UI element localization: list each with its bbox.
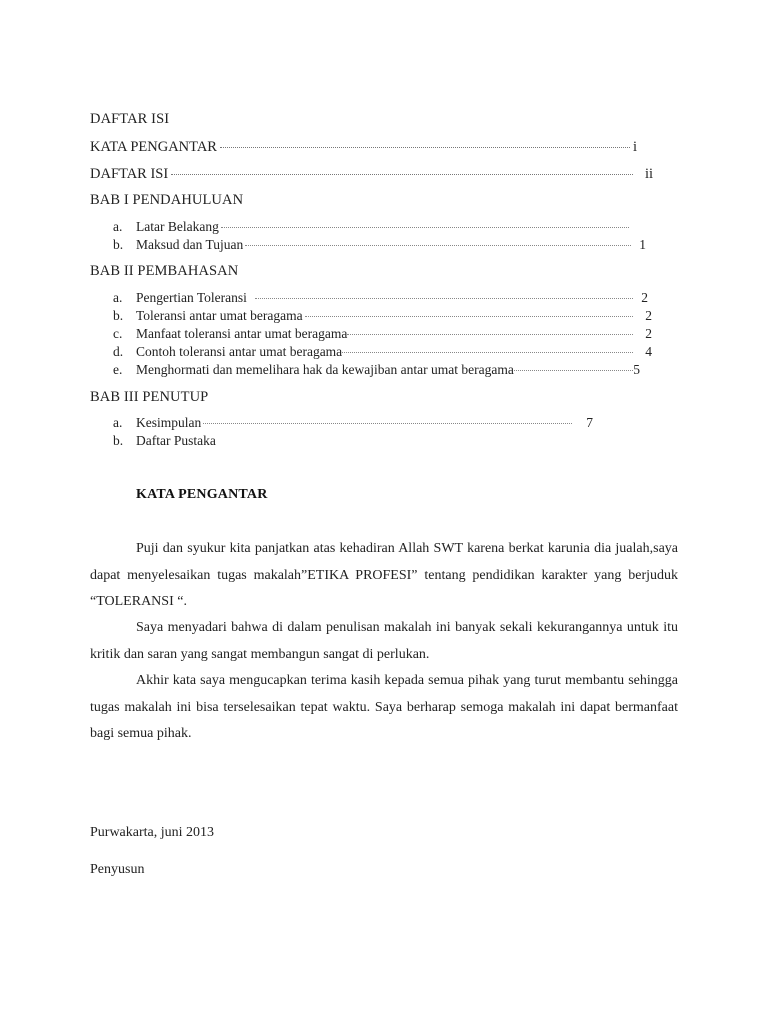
dot-leader xyxy=(255,298,633,299)
chapter-title-bab-3: BAB III PENUTUP xyxy=(90,389,209,405)
toc-item xyxy=(113,219,631,235)
place-date: Purwakarta, juni 2013 xyxy=(90,825,215,840)
item-label: Contoh toleransi antar umat beragama xyxy=(136,344,343,359)
item-label: Maksud dan Tujuan xyxy=(136,237,244,252)
toc-item xyxy=(113,290,648,306)
item-label: Daftar Pustaka xyxy=(136,433,216,448)
paragraph-text: Puji dan syukur kita panjatkan atas kehadiran Allah SWT karena berkat karunia dia jualah,saya dapat menyelesaikan tugas makalah”ETIKA PROFESI” tentang pendidikan karakter yang berjuduk “TOLERANSI “. xyxy=(90,541,678,609)
item-letter: a. xyxy=(113,219,123,234)
toc-title: DAFTAR ISI xyxy=(90,111,170,127)
toc-entry-label: KATA PENGANTAR xyxy=(90,139,217,155)
toc-entry-daftar-isi xyxy=(90,166,653,183)
item-label: Manfaat toleransi antar umat beragama xyxy=(136,326,348,341)
dot-leader xyxy=(220,147,630,148)
paragraph-text: Saya menyadari bahwa di dalam penulisan makalah ini banyak sekali kekurangannya untuk itu kritik dan saran yang sangat membangun sangat di perlukan. xyxy=(90,620,678,662)
toc-item xyxy=(113,415,593,431)
item-letter: e. xyxy=(113,362,123,377)
item-label: Kesimpulan xyxy=(136,415,202,430)
paragraph-2 xyxy=(90,615,678,668)
item-label: Pengertian Toleransi xyxy=(136,290,247,305)
dot-leader xyxy=(171,174,633,175)
paragraph-1 xyxy=(90,536,678,616)
item-letter: d. xyxy=(113,344,124,359)
item-page: 2 xyxy=(645,326,652,341)
section-title-kata-pengantar: KATA PENGANTAR xyxy=(136,487,268,502)
toc-entry-page: ii xyxy=(644,166,653,182)
item-page: 2 xyxy=(645,308,652,323)
dot-leader xyxy=(203,423,572,424)
chapter-title-bab-1: BAB I PENDAHULUAN xyxy=(90,192,244,208)
toc-item xyxy=(113,237,646,253)
chapter-title-bab-2: BAB II PEMBAHASAN xyxy=(90,263,239,279)
item-letter: a. xyxy=(113,415,123,430)
item-letter: a. xyxy=(113,290,123,305)
item-page: 7 xyxy=(586,415,593,430)
item-label: Toleransi antar umat beragama xyxy=(136,308,303,323)
dot-leader xyxy=(347,334,633,335)
item-page: 1 xyxy=(639,237,646,252)
dot-leader xyxy=(221,227,629,228)
item-letter: b. xyxy=(113,237,124,252)
item-page: 4 xyxy=(645,344,652,359)
toc-entry-page: i xyxy=(632,139,637,155)
item-label: Menghormati dan memelihara hak da kewajiban antar umat beragama xyxy=(136,362,514,377)
item-letter: b. xyxy=(113,308,124,323)
toc-item xyxy=(113,326,652,342)
item-label: Latar Belakang xyxy=(136,219,219,234)
toc-item xyxy=(113,344,652,360)
item-page: 2 xyxy=(641,290,648,305)
signature: Penyusun xyxy=(90,862,145,877)
item-letter: c. xyxy=(113,326,123,341)
toc-item xyxy=(113,308,652,324)
dot-leader xyxy=(342,352,633,353)
paragraph-text: Akhir kata saya mengucapkan terima kasih kepada semua pihak yang turut membantu sehingga tugas makalah ini bisa terselesaikan tepat waktu. Saya berharap semoga makalah ini dapat bermanfaat bagi semua pihak. xyxy=(90,673,678,741)
dot-leader xyxy=(514,370,633,371)
item-page: 5 xyxy=(633,362,640,377)
paragraph-3 xyxy=(90,668,678,748)
toc-item xyxy=(113,433,413,449)
toc-entry-label: DAFTAR ISI xyxy=(90,166,169,182)
item-letter: b. xyxy=(113,433,124,448)
dot-leader xyxy=(305,316,634,317)
dot-leader xyxy=(245,245,631,246)
toc-item xyxy=(113,362,640,378)
toc-entry-kata-pengantar xyxy=(90,139,637,156)
